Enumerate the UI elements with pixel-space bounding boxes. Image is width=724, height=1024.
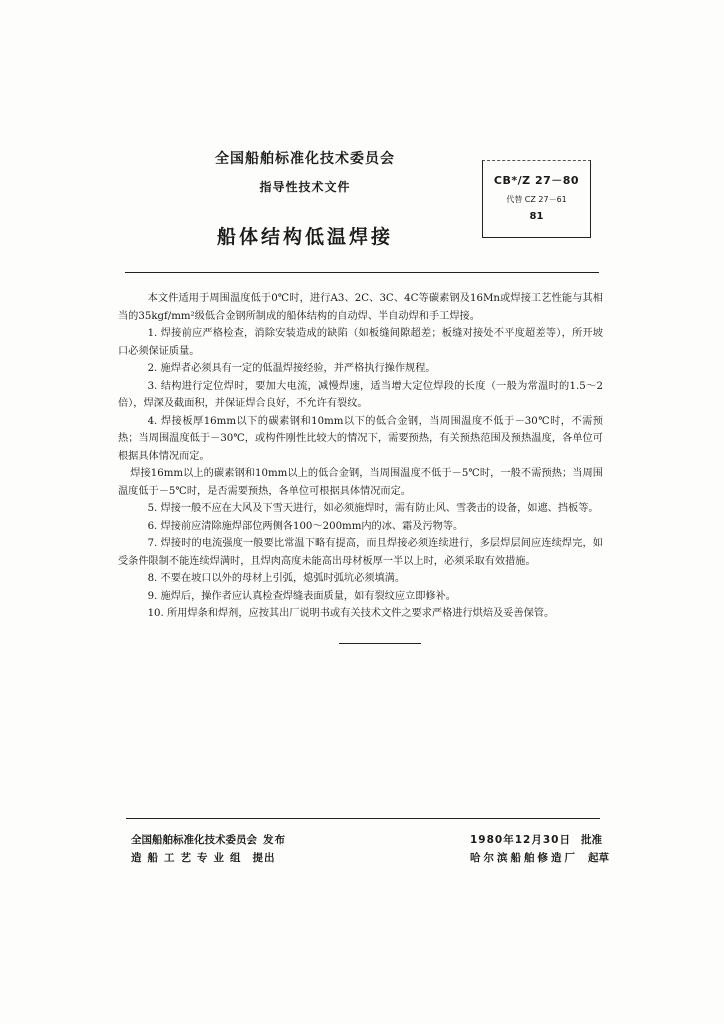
clause-2: 2. 施焊者必须具有一定的低温焊接经验，并严格执行操作规程。 — [147, 363, 436, 374]
footer-issuer — [131, 832, 286, 847]
footer-proposer — [131, 850, 276, 865]
clause-3: 3. 结构进行定位焊时，要加大电流，减慢焊速，适当增大定位焊段的长度（一般为常温时的1.5～2倍），焊深及截面积，并保证焊合良好，不允许有裂纹。 — [118, 380, 603, 409]
issue-action: 发布 — [263, 834, 286, 846]
document-title: 船体结构低温焊接 — [216, 226, 393, 248]
document-body — [118, 290, 603, 623]
code-year: 81 — [529, 211, 544, 222]
clause-8: 8. 不要在坡口以外的母材上引弧，熄弧时弧坑必须填满。 — [147, 573, 406, 584]
propose-action: 提出 — [252, 852, 276, 864]
clause-7: 7. 焊接时的电流强度一般要比常温下略有提高，而且焊接必须连续进行，多层焊层间应连续焊完，如受条件限制不能连续焊满时，且焊肉高度未能高出母材板厚一半以上时，必须采取有效措施。 — [118, 538, 603, 567]
approval-date: 1980年12月30日 — [470, 834, 571, 846]
clause-5: 5. 焊接一般不应在大风及下雪天进行，如必须施焊时，需有防止风、雪袭击的设备，如遮、挡板等。 — [147, 503, 599, 514]
clause-10: 10. 所用焊条和焊剂，应按其出厂说明书或有关技术文件之要求严格进行烘焙及妥善保管。 — [147, 608, 555, 619]
end-of-text-rule — [339, 643, 421, 644]
proposer-name: 造船工艺专业组 — [131, 852, 247, 864]
clause-4: 4. 焊接板厚16mm以下的碳素钢和10mm以下的低合金钢，当周围温度不低于－30℃时，不需预热；当周围温度低于－30℃，或构件刚性比较大的情况下，需要预热，有关预热范围及预热温度，各单位可根据具体情况而定。 — [118, 415, 603, 462]
standard-code-box — [482, 160, 591, 238]
clause-6: 6. 焊接前应清除施焊部位两侧各100～200mm内的冰、霜及污物等。 — [147, 520, 464, 532]
replaces-code: 代替 CZ 27－61 — [506, 195, 567, 204]
footer-approval — [470, 832, 602, 847]
standard-code: CB*/Z 27－80 — [493, 174, 580, 187]
drafter-name: 哈尔滨船舶修造厂 — [470, 852, 578, 864]
issuer-name: 全国船舶标准化技术委员会 — [131, 834, 257, 846]
committee-name: 全国船舶标准化技术委员会 — [215, 151, 395, 167]
intro-paragraph: 本文件适用于周围温度低于0℃时，进行A3、2C、3C、4C等碳素钢及16Mn或焊接工艺性能与其相当的35kgf/mm²级低合金钢所制成的船体结构的自动焊、半自动焊和手工焊接。 — [118, 293, 603, 322]
footer-drafter — [470, 850, 609, 865]
footer-divider — [126, 818, 600, 819]
draft-action: 起草 — [588, 852, 609, 864]
clause-1: 1. 焊接前应严格检查，消除安装造成的缺陷（如板缝间隙超差；板缝对接处不平度超差等），所开坡口必须保证质量。 — [118, 328, 603, 357]
header-divider — [125, 272, 599, 273]
approval-action: 批准 — [580, 834, 602, 846]
document-type: 指导性技术文件 — [259, 180, 351, 194]
clause-9: 9. 施焊后，操作者应认真检查焊缝表面质量，如有裂纹应立即修补。 — [147, 590, 456, 602]
clause-4-supplement: 焊接16mm以上的碳素钢和10mm以上的低合金钢，当周围温度不低于－5℃时，一般不需预热；当周围温度低于－5℃时，是否需要预热，各单位可根据具体情况而定。 — [118, 468, 603, 497]
